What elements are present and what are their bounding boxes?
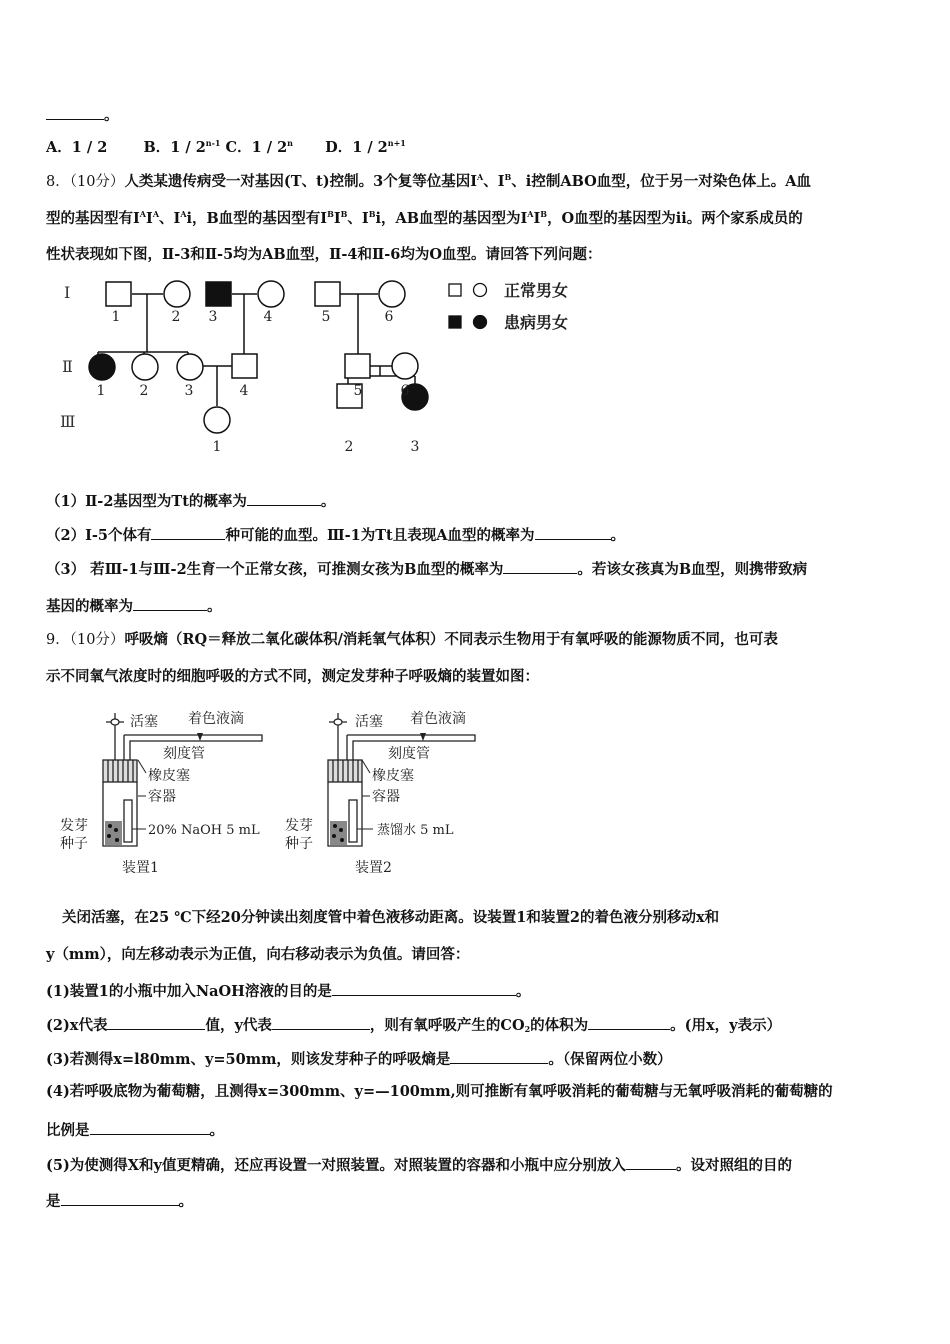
answer-blank[interactable] [46, 104, 104, 120]
label-ii5: 5 [353, 383, 363, 399]
pedigree-i6-normal-female [379, 281, 405, 307]
answer-blank[interactable] [450, 1048, 548, 1064]
label-i1: 1 [111, 309, 121, 325]
legend-normal-male-icon [449, 284, 461, 296]
label-ii1: 1 [96, 383, 106, 399]
label-ii6: 6 [400, 383, 410, 399]
label-scale-tube: 刻度管 [388, 746, 430, 762]
generation-label-i: Ⅰ [64, 283, 71, 302]
q8-paragraph-line-3: 性状表现如下图，Ⅱ-3和Ⅱ-5均为AB血型，Ⅱ-4和Ⅱ-6均为O血型。请回答下列问题： [46, 246, 602, 263]
answer-blank[interactable] [107, 1014, 205, 1030]
q8-subquestion-2: （2）Ⅰ-5个体有 种可能的血型。Ⅲ-1为Tt且表现A血型的概率为 。 [46, 524, 625, 546]
legend-affected-label: 患病男女 [504, 313, 569, 332]
label-naoh: 20% NaOH 5 mL [148, 823, 260, 838]
answer-blank[interactable] [133, 595, 207, 611]
q8-subquestion-1: （1）Ⅱ-2基因型为Tt的概率为 。 [46, 490, 335, 512]
answer-blank[interactable] [503, 558, 577, 574]
option-c[interactable]: C．1 / 2$^n$ [225, 138, 293, 156]
label-colored-drop: 着色液滴 [410, 711, 466, 727]
label-rubber-stopper: 橡皮塞 [148, 768, 190, 784]
pedigree-i4-normal-female [258, 281, 284, 307]
answer-blank[interactable] [61, 1190, 179, 1206]
label-ii2: 2 [139, 383, 149, 399]
label-scale-tube: 刻度管 [163, 746, 205, 762]
q9-intro-line-2: y（mm），向左移动表示为正值，向右移动表示为负值。请回答： [46, 946, 470, 963]
answer-blank[interactable] [151, 524, 225, 540]
q9-subquestion-2: (2)x代表 值，y代表 ，则有氧呼吸产生的$CO_2$的体积为 。(用x，y表示） [46, 1014, 781, 1036]
label-i5: 5 [321, 309, 331, 325]
label-i4: 4 [263, 309, 273, 325]
respiration-apparatus-figure [55, 700, 485, 885]
colored-droplet-icon [420, 733, 426, 741]
pedigree-chart [55, 272, 600, 462]
option-a[interactable]: A．1 / 2 [46, 139, 108, 156]
q9-subquestion-1: (1)装置1的小瓶中加入NaOH溶液的目的是 。 [46, 980, 530, 1002]
answer-blank[interactable] [588, 1014, 670, 1030]
q9-subquestion-4-cont: 比例是 。 [46, 1119, 224, 1141]
pedigree-ii4-normal-male [232, 354, 257, 378]
label-i2: 2 [171, 309, 181, 325]
caption-device-2: 装置2 [355, 860, 392, 876]
q8-subquestion-3-cont: 基因的概率为 。 [46, 595, 222, 617]
option-b[interactable]: B．1 / 2$^{n-1}$ [143, 138, 221, 156]
caption-device-1: 装置1 [122, 860, 159, 876]
label-container: 容器 [372, 789, 400, 805]
legend-affected-female-icon [474, 316, 487, 329]
answer-blank[interactable] [332, 980, 516, 996]
q9-paragraph-line-2: 示不同氧气浓度时的细胞呼吸的方式不同，测定发芽种子呼吸熵的装置如图： [46, 668, 539, 685]
generation-label-ii: Ⅱ [62, 357, 73, 376]
label-colored-drop: 着色液滴 [188, 711, 244, 727]
legend-affected-male-icon [449, 316, 461, 328]
question-number: 8．（10分） [46, 174, 125, 190]
label-ii4: 4 [239, 383, 249, 399]
label-iii3: 3 [410, 439, 420, 455]
label-iii1: 1 [212, 439, 222, 455]
label-rubber-stopper: 橡皮塞 [372, 768, 414, 784]
option-d[interactable]: D．$1 / 2^{n+1}$ [325, 138, 406, 156]
q9-subquestion-4: (4)若呼吸底物为葡萄糖，且测得x=300mm、y=—100mm,则可推断有氧呼吸消耗的葡萄糖与无氧呼吸消耗的葡萄糖的 [46, 1083, 833, 1100]
pedigree-i5-normal-male [315, 282, 340, 306]
legend-normal-female-icon [474, 284, 487, 297]
pedigree-ii3-normal-female [177, 354, 203, 380]
q9-subquestion-5: (5)为使测得X和y值更精确，还应再设置一对照装置。对照装置的容器和小瓶中应分别放入 。设对照组的目的 [46, 1154, 792, 1176]
answer-blank[interactable] [247, 490, 321, 506]
q8-subquestion-3: （3） 若Ⅲ-1与Ⅲ-2生育一个正常女孩，可推测女孩为B血型的概率为 。若该女孩真为B血型，则携带致病 [46, 558, 807, 580]
label-seeds: 发芽 [285, 818, 313, 834]
label-iii2: 2 [344, 439, 354, 455]
answer-blank[interactable] [272, 1014, 370, 1030]
label-container: 容器 [148, 789, 176, 805]
choice-options [46, 138, 406, 158]
label-stopcock: 活塞 [355, 714, 383, 730]
q9-paragraph-line-1: 9．（10分）呼吸熵（RQ＝释放二氧化碳体积/消耗氧气体积）不同表示生物用于有氧呼吸的能源物质不同，也可表 [46, 631, 778, 648]
label-stopcock: 活塞 [130, 714, 158, 730]
pedigree-ii6-normal-female [392, 353, 418, 379]
answer-blank[interactable] [535, 524, 611, 540]
label-i3: 3 [208, 309, 218, 325]
q8-paragraph-line-2: 型的基因型有$I^AI^A$、$I^Ai$，B血型的基因型有$I^BI^B$、$I^Bi$，AB血型的基因型为$I^AI^B$，O血型的基因型为ii。两个家系成员的 [46, 209, 803, 227]
pedigree-ii2-normal-female [132, 354, 158, 380]
q9-subquestion-5-cont: 是 。 [46, 1190, 193, 1212]
generation-label-iii: Ⅲ [60, 412, 76, 431]
label-ii3: 3 [184, 383, 194, 399]
colored-droplet-icon [197, 733, 203, 741]
q8-paragraph-line-1: 8．（10分）人类某遗传病受一对基因(T、t)控制。3个复等位基因$I^A$、$I^B$、i控制ABO血型，位于另一对染色体上。A血 [46, 172, 811, 190]
pedigree-ii1-affected-female [89, 354, 115, 380]
q9-intro-line-1: 关闭活塞，在25 ℃下经20分钟读出刻度管中着色液移动距离。设装置1和装置2的着色液分别移动x和 [62, 909, 720, 926]
question-number: 9．（10分） [46, 632, 125, 648]
answer-blank[interactable] [90, 1119, 210, 1135]
label-seeds-2: 种子 [285, 836, 313, 852]
label-seeds-2: 种子 [60, 836, 88, 852]
q9-subquestion-3: (3)若测得x=l80mm、y=50mm，则该发芽种子的呼吸熵是 。（保留两位小数） [46, 1048, 672, 1070]
label-seeds: 发芽 [60, 818, 88, 834]
pedigree-iii1-normal-female [204, 407, 230, 433]
label-i6: 6 [384, 309, 394, 325]
pedigree-i1-normal-male [106, 282, 131, 306]
pedigree-i3-affected-male [206, 282, 231, 306]
top-answer-line: 。 [46, 104, 119, 126]
legend-normal-label: 正常男女 [504, 281, 569, 300]
pedigree-i2-normal-female [164, 281, 190, 307]
answer-blank[interactable] [626, 1154, 676, 1170]
pedigree-ii5-normal-male [345, 354, 370, 378]
label-distilled-water: 蒸馏水 5 mL [377, 823, 454, 838]
